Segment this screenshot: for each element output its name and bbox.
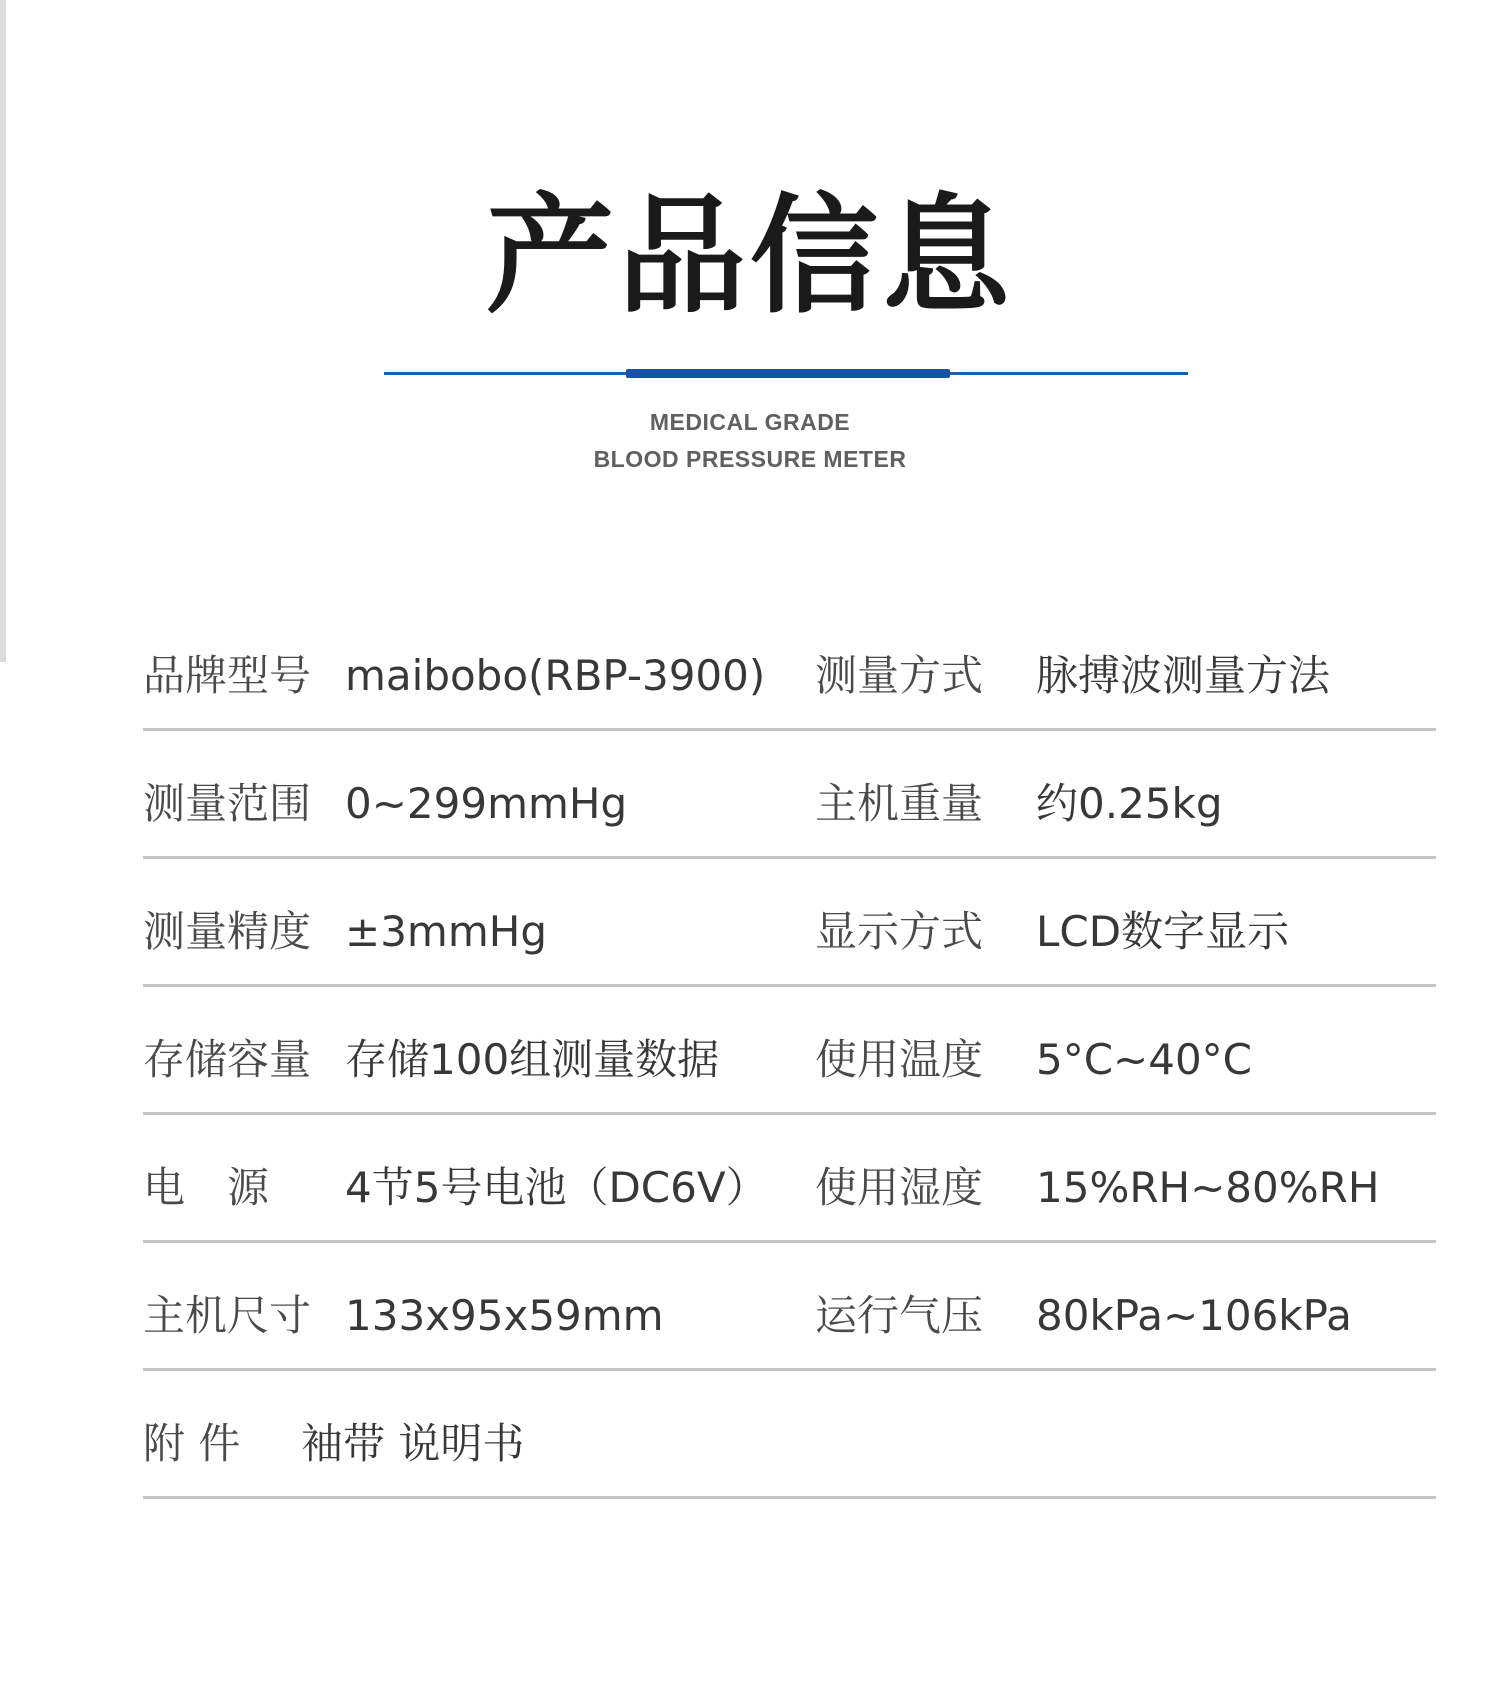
spec-label: 使用湿度: [815, 1163, 984, 1212]
spec-value: 5°C~40°C: [1036, 1035, 1253, 1084]
spec-value: 存储100组测量数据: [345, 1035, 720, 1084]
spec-value: 80kPa~106kPa: [1036, 1291, 1352, 1340]
spec-row: [143, 984, 1436, 1115]
page-title: 产品信息: [485, 182, 1014, 331]
spec-value: 133x95x59mm: [345, 1291, 664, 1340]
spec-label: 显示方式: [815, 907, 984, 956]
spec-value: 4节5号电池（DC6V）: [345, 1163, 768, 1212]
spec-row: [143, 600, 1436, 731]
spec-value: LCD数字显示: [1036, 907, 1290, 956]
spec-value: ±3mmHg: [345, 907, 547, 956]
spec-label: 品牌型号: [143, 651, 312, 700]
spec-label: 电 源: [143, 1163, 270, 1212]
spec-row: [143, 856, 1436, 987]
spec-label: 主机尺寸: [143, 1291, 312, 1340]
spec-label: 测量范围: [143, 779, 312, 828]
spec-row: [143, 1368, 1436, 1499]
spec-value: 约0.25kg: [1036, 779, 1223, 828]
subtitle-line-1: MEDICAL GRADE: [649, 409, 851, 435]
spec-value: 15%RH~80%RH: [1036, 1163, 1380, 1212]
spec-label: 测量精度: [143, 907, 312, 956]
subtitle-line-2: BLOOD PRESSURE METER: [593, 446, 907, 472]
spec-value: maibobo(RBP-3900): [345, 651, 766, 700]
spec-row: [143, 1240, 1436, 1371]
spec-label: 使用温度: [815, 1035, 984, 1084]
spec-label: 测量方式: [815, 651, 984, 700]
spec-label: 存储容量: [143, 1035, 312, 1084]
title-divider-accent: [626, 369, 950, 378]
spec-value: 袖带 说明书: [301, 1419, 525, 1468]
spec-label: 主机重量: [815, 779, 984, 828]
spec-row: [143, 1112, 1436, 1243]
spec-label: 附 件: [143, 1419, 241, 1468]
spec-value: 脉搏波测量方法: [1036, 651, 1331, 700]
spec-label: 运行气压: [815, 1291, 984, 1340]
spec-value: 0~299mmHg: [345, 779, 628, 828]
spec-row: [143, 728, 1436, 859]
